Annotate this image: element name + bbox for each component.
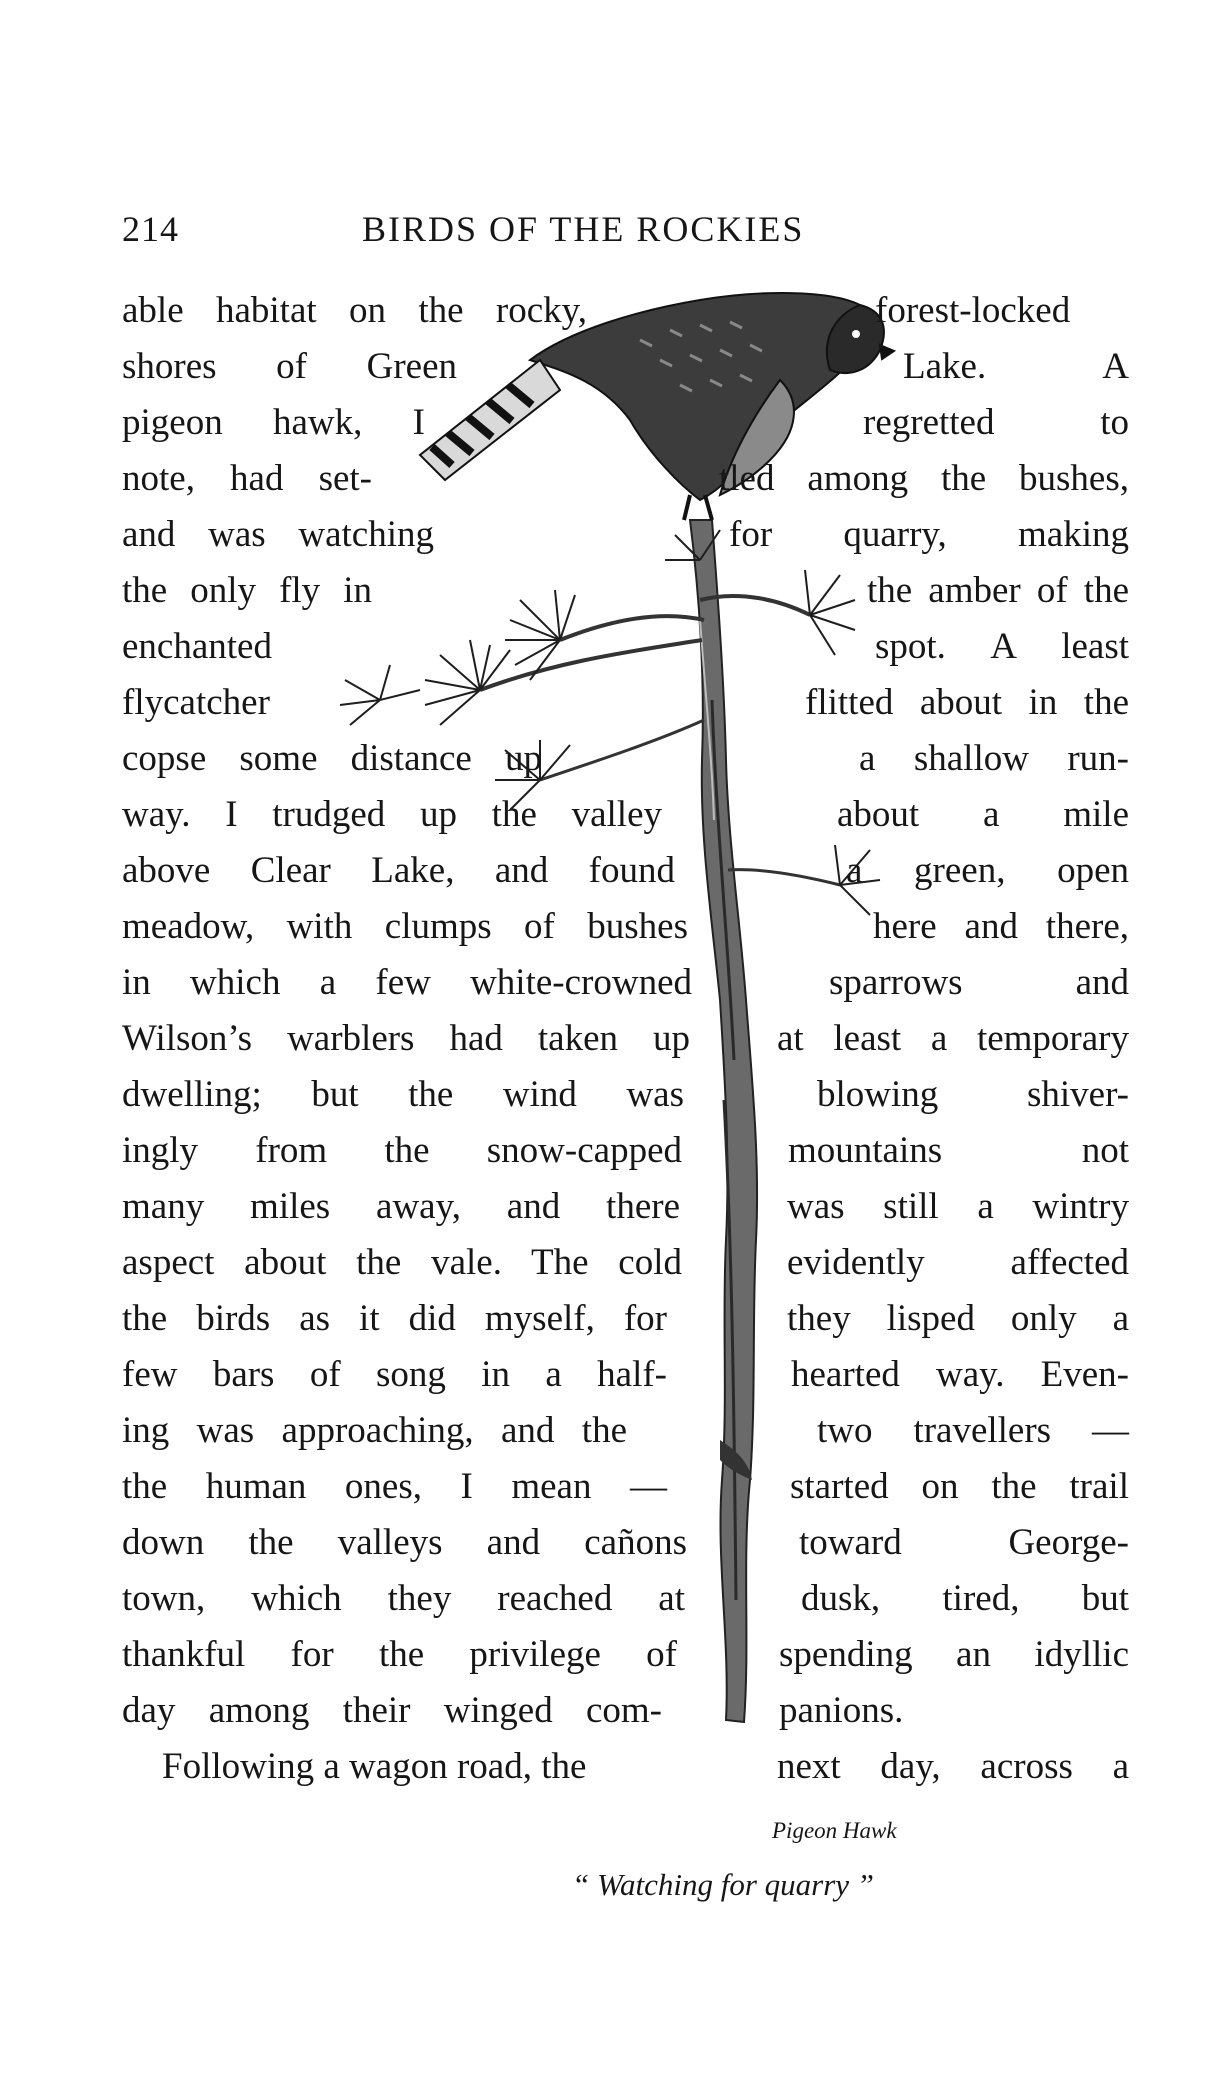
left-line-24: town, which they reached at	[122, 1578, 685, 1619]
left-line-1: able habitat on the rocky,	[122, 290, 587, 331]
left-line-16: ingly from the snow-capped	[122, 1130, 682, 1171]
left-line-7: enchanted	[122, 626, 272, 667]
left-line-3: pigeon hawk, I	[122, 402, 425, 443]
right-line-25: spending an idyllic	[779, 1634, 1129, 1675]
right-line-12: here and there,	[873, 906, 1129, 947]
left-line-26: day among their winged com-	[122, 1690, 662, 1731]
right-line-19: they lisped only a	[787, 1298, 1129, 1339]
left-line-22: the human ones, I mean —	[122, 1466, 667, 1507]
left-line-11: above Clear Lake, and found	[122, 850, 675, 891]
illustration-caption-species: Pigeon Hawk	[772, 1818, 897, 1843]
right-line-21: two travellers —	[817, 1410, 1129, 1451]
running-head: BIRDS OF THE ROCKIES	[362, 209, 805, 249]
right-line-6: the amber of the	[867, 570, 1129, 611]
left-line-8: flycatcher	[122, 682, 270, 723]
right-line-9: a shallow run-	[859, 738, 1129, 779]
left-line-2: shores of Green	[122, 346, 457, 387]
right-line-23: toward George-	[799, 1522, 1129, 1563]
right-line-2: Lake. A	[903, 346, 1129, 387]
right-line-13: sparrows and	[829, 962, 1129, 1003]
right-line-5: for quarry, making	[729, 514, 1129, 555]
left-line-12: meadow, with clumps of bushes	[122, 906, 688, 947]
right-line-17: was still a wintry	[787, 1186, 1129, 1227]
left-line-9: copse some distance up	[122, 738, 542, 779]
right-line-15: blowing shiver-	[817, 1074, 1129, 1115]
right-line-26: panions.	[779, 1690, 904, 1731]
right-line-1: forest-locked	[875, 290, 1071, 331]
left-line-21: ing was approaching, and the	[122, 1410, 627, 1451]
right-line-10: about a mile	[837, 794, 1129, 835]
left-line-10: way. I trudged up the valley	[122, 794, 662, 835]
left-line-18: aspect about the vale. The cold	[122, 1242, 682, 1283]
right-line-27: next day, across a	[777, 1746, 1129, 1787]
left-line-14: Wilson’s warblers had taken up	[122, 1018, 690, 1059]
right-line-8: flitted about in the	[805, 682, 1129, 723]
pine-trunk	[690, 520, 757, 1722]
left-line-27: Following a wagon road, the	[162, 1746, 587, 1787]
right-line-16: mountains not	[788, 1130, 1129, 1171]
left-line-4: note, had set-	[122, 458, 372, 499]
right-line-18: evidently affected	[787, 1242, 1129, 1283]
right-line-3: regretted to	[863, 402, 1129, 443]
left-line-17: many miles away, and there	[122, 1186, 680, 1227]
right-line-14: at least a temporary	[777, 1018, 1129, 1059]
right-line-4: tled among the bushes,	[719, 458, 1129, 499]
left-line-20: few bars of song in a half-	[122, 1354, 667, 1395]
left-line-6: the only fly in	[122, 570, 372, 611]
left-line-15: dwelling; but the wind was	[122, 1074, 684, 1115]
right-line-22: started on the trail	[790, 1466, 1129, 1507]
right-line-11: a green, open	[846, 850, 1129, 891]
right-line-7: spot. A least	[875, 626, 1129, 667]
left-line-25: thankful for the privilege of	[122, 1634, 677, 1675]
left-line-13: in which a few white-crowned	[122, 962, 692, 1003]
left-line-23: down the valleys and cañons	[122, 1522, 687, 1563]
right-line-20: hearted way. Even-	[791, 1354, 1129, 1395]
illustration-caption-title: “ Watching for quarry ”	[572, 1867, 875, 1902]
right-line-24: dusk, tired, but	[801, 1578, 1129, 1619]
left-line-5: and was watching	[122, 514, 434, 555]
left-line-19: the birds as it did myself, for	[122, 1298, 667, 1339]
page-number: 214	[122, 209, 179, 249]
